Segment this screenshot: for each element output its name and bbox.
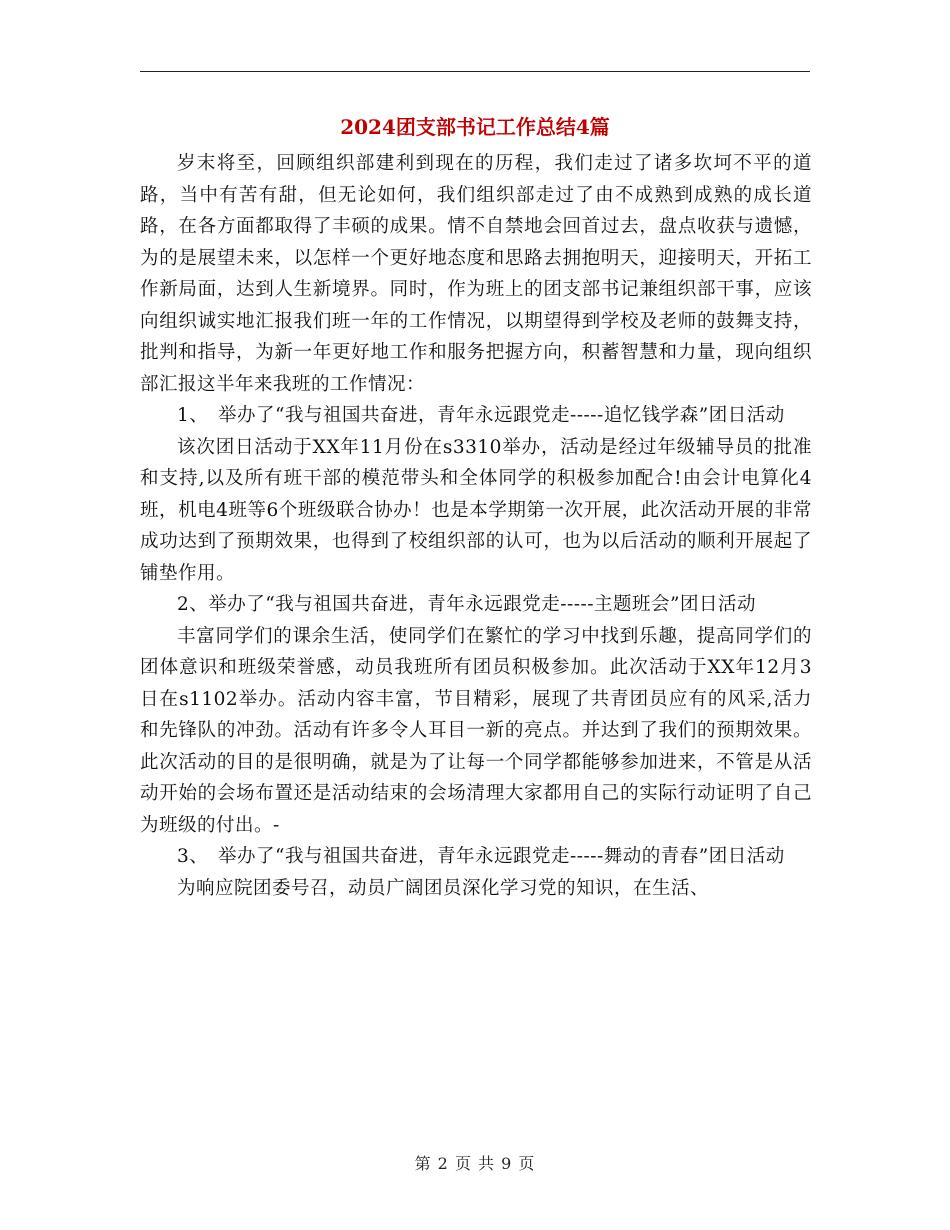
paragraph-item-2-heading: 2、举办了“我与祖国共奋进，青年永远跟党走-----主题班会”团日活动 <box>177 594 756 615</box>
paragraph-item-3-heading: 3、 举办了“我与祖国共奋进，青年永远跟党走-----舞动的青春”团日活动 <box>177 846 785 867</box>
paragraph-item-2-body: 丰富同学们的课余生活，使同学们在繁忙的学习中找到乐趣，提高同学们的团体意识和班级荣誉感，动员我班所有团员积极参加。此次活动于XX年12月3日在s1102举办。活动内容丰富，节目精彩，展现了共青团员应有的风采,活力和先锋队的冲劲。活动有许多令人耳目一新的亮点。并达到了我们的预期效果。此次活动的目的是很明确，就是为了让每一个同学都能够参加进来，不管是从活动开始的会场布置还是活动结束的会场清理大家都用自己的实际行动证明了自己为班级的付出。- <box>140 625 812 836</box>
paragraph-item-1-heading: 1、 举办了“我与祖国共奋进，青年永远跟党走-----追忆钱学森”团日活动 <box>177 405 785 426</box>
page-number-footer: 第 2 页 共 9 页 <box>414 1154 536 1173</box>
document-body <box>140 148 812 904</box>
paragraph-item-1-body: 该次团日活动于XX年11月份在s3310举办，活动是经过年级辅导员的批准和支持,以及所有班干部的模范带头和全体同学的积极参加配合!由会计电算化4班，机电4班等6个班级联合协办！也是本学期第一次开展，此次活动开展的非常成功达到了预期效果，也得到了校组织部的认可，也为以后活动的顺利开展起了铺垫作用。 <box>140 436 812 584</box>
document-title: 2024团支部书记工作总结4篇 <box>340 115 610 139</box>
paragraph-intro: 岁末将至，回顾组织部建利到现在的历程，我们走过了诸多坎坷不平的道路，当中有苦有甜，但无论如何，我们组织部走过了由不成熟到成熟的成长道路，在各方面都取得了丰硕的成果。情不自禁地会回首过去，盘点收获与遗憾，为的是展望未来，以怎样一个更好地态度和思路去拥抱明天，迎接明天，开拓工作新局面，达到人生新境界。同时，作为班上的团支部书记兼组织部干事，应该向组织诚实地汇报我们班一年的工作情况，以期望得到学校及老师的鼓舞支持，批判和指导，为新一年更好地工作和服务把握方向，积蓄智慧和力量，现向组织部汇报这半年来我班的工作情况： <box>140 153 812 395</box>
header-rule <box>140 71 810 72</box>
paragraph-item-3-body: 为响应院团委号召，动员广阔团员深化学习党的知识，在生活、 <box>177 877 710 899</box>
